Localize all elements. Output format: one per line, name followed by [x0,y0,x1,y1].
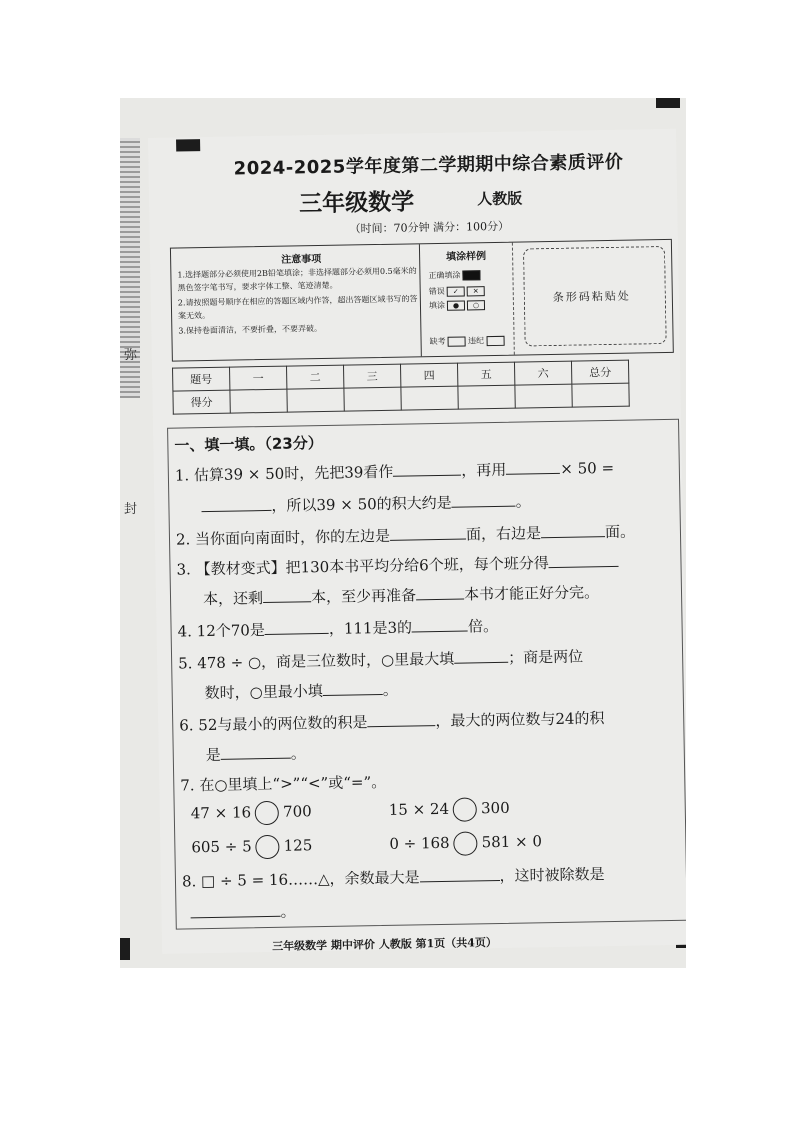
absent-box[interactable] [448,336,466,346]
score-header: 总分 [571,360,628,384]
compare-circle[interactable] [453,831,477,855]
page-footer: 三年级数学 期中评价 人教版 第1页（共4页） [272,936,498,953]
exam-subject: 三年级数学 [298,189,415,218]
answer-blank[interactable] [419,866,499,882]
question-5: 5. 478 ÷ ○，商是三位数时，○里最大填 ；商是两位 [178,647,584,673]
compare-item: 47 × 16 700 [191,800,312,826]
question-6-line2: 是 。 [205,744,306,765]
compare-circle[interactable] [255,835,279,859]
exam-paper [148,129,686,954]
compare-item: 605 ÷ 5 125 [191,834,312,860]
score-header: 二 [287,365,344,389]
sample-correct: 正确填涂 [428,269,480,281]
fill-sample [419,243,515,357]
score-header: 题号 [173,367,230,391]
question-8: 8. □ ÷ 5 = 16……△，余数最大是 ，这时被除数是 [181,865,605,891]
section-1-box [167,419,686,930]
notice-item: 3.保持卷面清洁，不要折叠，不要弄破。 [178,323,323,336]
absent-violation-row: 缺考 违纪 [430,335,505,347]
answer-blank[interactable] [549,552,619,568]
time-info: （时间：70分钟 满分：100分） [349,219,510,236]
score-cell[interactable] [230,389,287,413]
fill-sample-title: 填涂样例 [446,251,487,263]
score-header: 五 [457,362,514,386]
compare-item: 15 × 24 300 [389,797,510,823]
answer-blank[interactable] [390,525,466,541]
answer-blank[interactable] [416,585,464,601]
sample-fill: 填涂 ● ○ [429,299,485,311]
barcode-area [523,246,667,346]
sample-wrong: 错误 ✓ ✕ [429,285,485,297]
compare-circle[interactable] [255,801,279,825]
circle-mark-icon: ○ [467,300,485,310]
question-3: 3. 【教材变式】把130本书平均分给6个班，每个班分得 [176,551,619,580]
answer-blank[interactable] [323,680,383,696]
answer-blank[interactable] [221,744,291,760]
exam-title: 2024-2025学年度第二学期期中综合素质评价 [233,151,624,180]
answer-blank[interactable] [190,902,280,919]
question-5-line2: 数时，○里最小填 。 [204,680,398,703]
cross-mark-icon: ✕ [467,286,485,296]
notice-box [170,239,674,362]
violation-box[interactable] [486,336,504,346]
answer-blank[interactable] [454,648,508,664]
score-cell[interactable] [515,384,572,408]
corner-mark [120,938,130,960]
answer-blank[interactable] [263,587,311,603]
question-8-line2: 。 [190,901,295,924]
question-6: 6. 52与最小的两位数的积是 ，最大的两位数与24的积 [179,709,605,735]
exam-edition: 人教版 [476,189,523,209]
notice-item: 2.请按照题号顺序在相应的答题区域内作答，超出答题区域书写的答案无效。 [177,294,418,321]
seal-char: 封 [124,502,138,517]
notice-title: 注意事项 [281,253,322,266]
score-table [172,360,630,415]
corner-mark [656,98,680,108]
score-header: 一 [230,366,287,390]
notice-item: 1.选择题部分必须使用2B铅笔填涂；非选择题部分必须用0.5毫米的黑色签字笔书写，要求字体工整、笔迹清楚。 [177,266,417,293]
answer-blank[interactable] [367,711,435,727]
answer-blank[interactable] [393,461,461,477]
check-mark-icon: ✓ [447,286,465,296]
answer-blank[interactable] [452,492,516,508]
compare-item: 0 ÷ 168 581 × 0 [389,830,542,857]
answer-blank[interactable] [265,619,329,635]
score-label: 得分 [173,390,230,414]
score-cell[interactable] [287,388,344,412]
question-1: 1. 估算39 × 50时，先把39看作 ，再用 × 50 = [174,458,615,485]
scanned-photo [120,98,686,968]
answer-blank[interactable] [506,459,560,475]
question-3-line2: 本，还剩 本，至少再准备 本书才能正好分完。 [202,583,600,609]
score-header: 四 [400,363,457,387]
barcode-label: 条形码粘贴处 [552,289,631,304]
section-title: 一、填一填。（23分） [174,433,323,455]
question-7: 7. 在○里填上“>”“<”或“=”。 [180,772,387,795]
question-2: 2. 当你面向南面时，你的左边是 面，右边是 面。 [175,522,636,549]
answer-blank[interactable] [412,616,468,632]
answer-blank[interactable] [201,496,271,512]
seal-char: 弥 [124,348,138,363]
filled-mark-icon [462,270,480,280]
compare-circle[interactable] [453,797,477,821]
question-4: 4. 12个70是 ，111是3的 倍。 [177,616,499,641]
score-header: 六 [514,361,571,385]
score-cell[interactable] [572,383,629,407]
corner-mark [176,139,200,151]
score-cell[interactable] [344,387,401,411]
question-1-line2: ，所以39 × 50的积大约是 。 [201,490,531,517]
answer-blank[interactable] [541,522,605,538]
score-cell[interactable] [458,385,515,409]
score-cell[interactable] [401,386,458,410]
dot-mark-icon: ● [447,300,465,310]
score-header: 三 [343,364,400,388]
